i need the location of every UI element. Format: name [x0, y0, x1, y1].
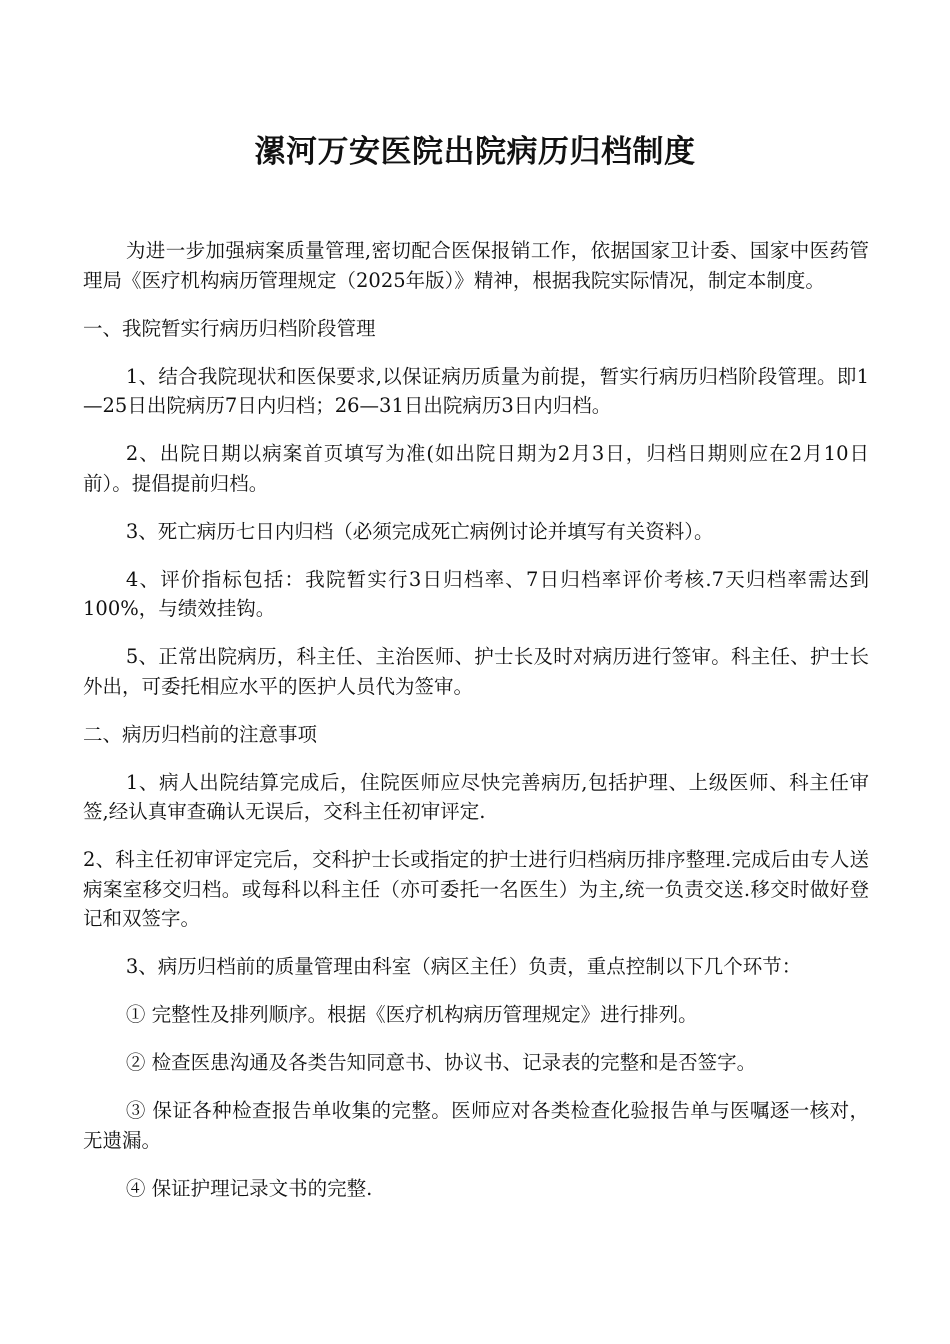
- document-body: [83, 236, 869, 1222]
- section-1-item: 1、结合我院现状和医保要求,以保证病历质量为前提，暂实行病历归档阶段管理。即1—25日出院病历7日内归档；26—31日出院病历3日内归档。: [83, 364, 869, 417]
- section-2-item: 3、病历归档前的质量管理由科室（病区主任）负责，重点控制以下几个环节：: [125, 955, 802, 978]
- section-1-heading: 一、我院暂实行病历归档阶段管理: [83, 316, 376, 340]
- document-title: 漯河万安医院出院病历归档制度: [254, 134, 696, 170]
- section-2-item: 1、病人出院结算完成后，住院医师应尽快完善病历,包括护理、上级医师、科主任审签,经认真审查确认无误后，交科主任初审评定.: [83, 770, 869, 823]
- section-2-item: 2、科主任初审评定完后，交科护士长或指定的护士进行归档病历排序整理.完成后由专人送病案室移交归档。或每科以科主任（亦可委托一名医生）为主,统一负责交送.移交时做好登记和双签字。: [83, 848, 869, 930]
- section-2-subitem: ① 完整性及排列顺序。根据《医疗机构病历管理规定》进行排列。: [125, 1003, 698, 1026]
- section-1-item: 3、死亡病历七日内归档（必须完成死亡病例讨论并填写有关资料）。: [125, 519, 714, 543]
- section-1-item: 2、出院日期以病案首页填写为准(如出院日期为2月3日，归档日期则应在2月10日前）。提倡提前归档。: [83, 442, 869, 495]
- section-2-subitem: ② 检查医患沟通及各类告知同意书、协议书、记录表的完整和是否签字。: [125, 1051, 757, 1074]
- section-2-subitem: ③ 保证各种检查报告单收集的完整。医师应对各类检查化验报告单与医嘱逐一核对，无遗漏。: [83, 1099, 869, 1152]
- section-2-subitem: ④ 保证护理记录文书的完整.: [125, 1176, 373, 1200]
- intro-paragraph: 为进一步加强病案质量管理,密切配合医保报销工作，依据国家卫计委、国家中医药管理局《医疗机构病历管理规定（2025年版）》精神，根据我院实际情况，制定本制度。: [83, 239, 869, 292]
- section-1-item: 5、正常出院病历，科主任、主治医师、护士长及时对病历进行签审。科主任、护士长外出，可委托相应水平的医护人员代为签审。: [83, 645, 869, 698]
- section-2-heading: 二、病历归档前的注意事项: [83, 722, 318, 746]
- section-1-item: 4、评价指标包括：我院暂实行3日归档率、7日归档率评价考核.7天归档率需达到100%，与绩效挂钩。: [83, 567, 869, 620]
